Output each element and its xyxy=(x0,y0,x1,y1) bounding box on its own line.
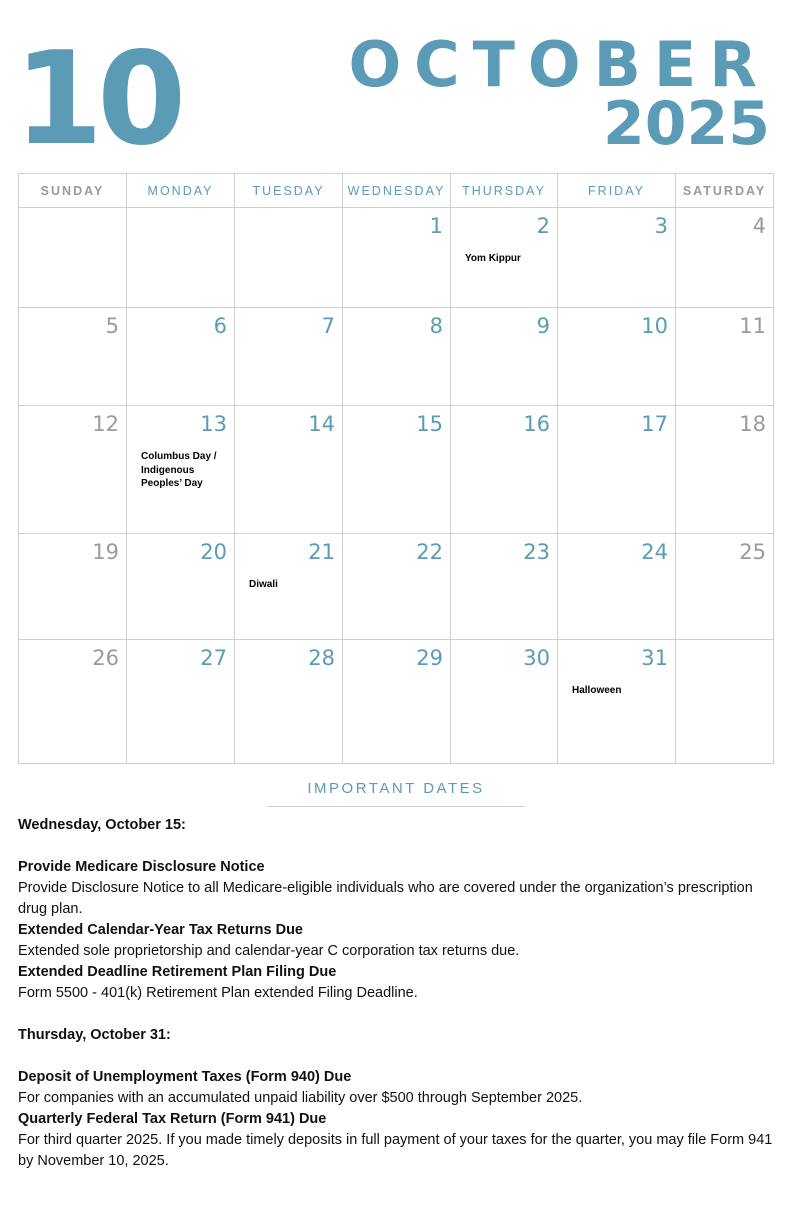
day-number: 26 xyxy=(92,645,119,670)
holiday-label: Halloween xyxy=(572,684,622,696)
day-number: 13 xyxy=(200,412,227,437)
deadline-description: Extended sole proprietorship and calendar-year C corporation tax returns due. xyxy=(18,943,520,959)
day-number: 24 xyxy=(641,539,668,564)
day-number: 19 xyxy=(92,539,119,564)
day-number: 10 xyxy=(641,314,668,339)
calendar-day-cell xyxy=(235,308,343,406)
deadline-date: Wednesday, October 15: xyxy=(18,817,186,833)
day-number: 31 xyxy=(641,645,668,670)
day-number: 25 xyxy=(739,539,766,564)
calendar-day-cell xyxy=(343,308,451,406)
calendar-day-cell xyxy=(676,208,774,308)
calendar-day-cell xyxy=(451,308,558,406)
month-name: OCTOBER xyxy=(348,28,770,101)
deadline-title: Extended Deadline Retirement Plan Filing Due xyxy=(18,964,337,980)
deadline-description: Form 5500 - 401(k) Retirement Plan extended Filing Deadline. xyxy=(18,985,418,1001)
day-number: 2 xyxy=(536,214,550,238)
calendar-day-cell xyxy=(343,208,451,308)
calendar-week-row xyxy=(19,208,774,308)
important-dates-title: IMPORTANT DATES xyxy=(307,780,485,797)
calendar-day-cell xyxy=(19,639,127,763)
holiday-label: Diwali xyxy=(249,578,278,590)
calendar-day-cell xyxy=(235,208,343,308)
spacer xyxy=(18,836,778,857)
weekday-friday: FRIDAY xyxy=(558,174,676,208)
calendar-day-cell xyxy=(343,639,451,763)
calendar-day-cell xyxy=(19,533,127,639)
day-number: 18 xyxy=(739,412,766,437)
day-number: 3 xyxy=(654,214,668,238)
calendar-grid xyxy=(18,173,774,764)
day-number: 9 xyxy=(536,314,550,339)
calendar-day-cell xyxy=(558,639,676,763)
calendar-day-cell xyxy=(676,406,774,533)
day-number: 8 xyxy=(429,314,443,339)
weekday-header-row xyxy=(19,174,774,208)
deadline-description: For companies with an accumulated unpaid liability over $500 through September 2025. xyxy=(18,1090,583,1106)
day-number: 1 xyxy=(429,214,443,238)
deadline-description: For third quarter 2025. If you made timely deposits in full payment of your taxes for the quarter, you may file Form 941 by November 10, 2025. xyxy=(18,1132,773,1169)
weekday-tuesday: TUESDAY xyxy=(235,174,343,208)
deadline-date: Thursday, October 31: xyxy=(18,1027,171,1043)
day-number: 28 xyxy=(308,645,335,670)
weekday-monday: MONDAY xyxy=(127,174,235,208)
calendar-day-cell xyxy=(676,533,774,639)
day-number: 16 xyxy=(523,412,550,437)
holiday-label: Yom Kippur xyxy=(465,253,521,264)
deadline-title: Deposit of Unemployment Taxes (Form 940) Due xyxy=(18,1069,352,1085)
day-number: 12 xyxy=(92,412,119,437)
calendar-day-cell xyxy=(19,308,127,406)
deadline-title: Quarterly Federal Tax Return (Form 941) Due xyxy=(18,1111,327,1127)
spacer xyxy=(18,1046,778,1067)
calendar-day-cell xyxy=(19,406,127,533)
calendar-day-cell xyxy=(558,533,676,639)
calendar-day-cell xyxy=(235,639,343,763)
calendar-week-row xyxy=(19,639,774,763)
calendar-week-row xyxy=(19,406,774,533)
day-number: 29 xyxy=(416,645,443,670)
deadline-description: Provide Disclosure Notice to all Medicare-eligible individuals who are covered under the organization’s prescription drug plan. xyxy=(18,880,753,917)
day-number: 11 xyxy=(739,314,766,339)
deadline-title: Provide Medicare Disclosure Notice xyxy=(18,859,265,875)
calendar-day-cell xyxy=(127,406,235,533)
calendar-day-cell xyxy=(676,308,774,406)
calendar-day-cell xyxy=(19,208,127,308)
day-number: 7 xyxy=(321,314,335,339)
calendar-day-cell xyxy=(127,208,235,308)
weekday-sunday: SUNDAY xyxy=(19,174,127,208)
deadline-title: Extended Calendar-Year Tax Returns Due xyxy=(18,922,303,938)
weekday-saturday: SATURDAY xyxy=(676,174,774,208)
day-number: 14 xyxy=(308,412,335,437)
day-number: 15 xyxy=(416,412,443,437)
day-number: 21 xyxy=(308,539,335,564)
day-number: 4 xyxy=(752,214,766,238)
day-number: 27 xyxy=(200,645,227,670)
calendar-day-cell xyxy=(558,406,676,533)
important-dates-divider xyxy=(267,806,525,807)
day-number: 22 xyxy=(416,539,443,564)
calendar-day-cell xyxy=(343,406,451,533)
calendar-day-cell xyxy=(343,533,451,639)
calendar-day-cell xyxy=(127,639,235,763)
year: 2025 xyxy=(603,89,770,159)
calendar-day-cell xyxy=(558,308,676,406)
calendar-day-cell xyxy=(676,639,774,763)
day-number: 17 xyxy=(641,412,668,437)
day-number: 23 xyxy=(523,539,550,564)
month-number: 10 xyxy=(14,25,181,174)
day-number: 5 xyxy=(105,314,119,339)
calendar-day-cell xyxy=(451,208,558,308)
calendar-day-cell xyxy=(558,208,676,308)
day-number: 6 xyxy=(213,314,227,339)
calendar-day-cell xyxy=(235,406,343,533)
calendar-day-cell xyxy=(127,308,235,406)
calendar-day-cell xyxy=(451,406,558,533)
calendar-week-row xyxy=(19,308,774,406)
calendar-week-row xyxy=(19,533,774,639)
day-number: 20 xyxy=(200,539,227,564)
holiday-label: Columbus Day / Indigenous Peoples’ Day xyxy=(141,451,217,490)
calendar-day-cell xyxy=(451,533,558,639)
calendar-day-cell xyxy=(451,639,558,763)
important-dates-list xyxy=(18,815,778,1172)
day-number: 30 xyxy=(523,645,550,670)
weekday-wednesday: WEDNESDAY xyxy=(343,174,451,208)
calendar-day-cell xyxy=(235,533,343,639)
calendar-day-cell xyxy=(127,533,235,639)
spacer xyxy=(18,1004,778,1025)
weekday-thursday: THURSDAY xyxy=(451,174,558,208)
